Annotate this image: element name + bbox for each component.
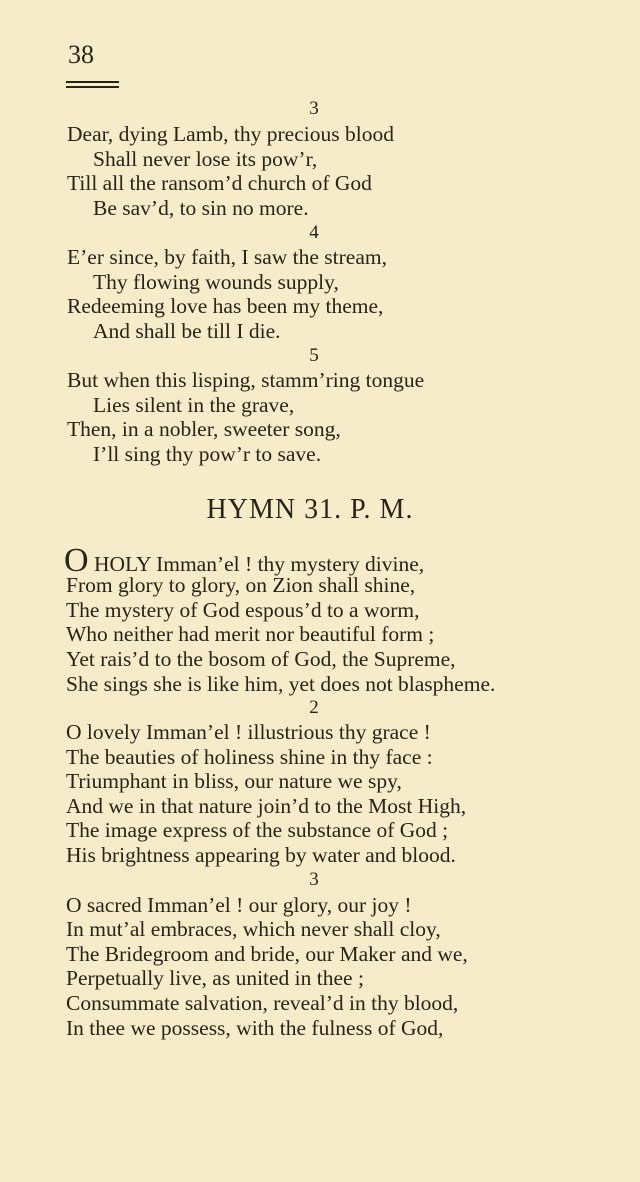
verse-line: And we in that nature join’d to the Most High, (66, 794, 467, 818)
first-word: HOLY (88, 552, 151, 576)
verse-line: Consummate salvation, reveal’d in thy blood, (66, 991, 459, 1015)
verse-line: But when this lisping, stamm’ring tongue (67, 368, 425, 392)
header-rule-bottom (66, 86, 119, 88)
verse-line: She sings she is like him, yet does not blaspheme. (66, 672, 496, 696)
hymn-title: HYMN 31. P. M. (206, 494, 414, 525)
verse-number: 3 (309, 98, 319, 119)
verse-line: Who neither had merit nor beautiful form ; (66, 622, 435, 646)
verse-line: From glory to glory, on Zion shall shine, (66, 573, 416, 597)
verse-line: Till all the ransom’d church of God (67, 171, 372, 195)
verse-line: The image express of the substance of God ; (66, 818, 449, 842)
verse-line: Shall never lose its pow’r, (93, 147, 318, 171)
verse-line: Then, in a nobler, sweeter song, (67, 417, 341, 441)
verse-line: Redeeming love has been my theme, (67, 294, 384, 318)
verse-number: 2 (309, 697, 319, 718)
page-number: 38 (68, 40, 94, 69)
verse-number: 5 (309, 345, 319, 366)
verse-line: The beauties of holiness shine in thy face : (66, 745, 433, 769)
drop-cap: O (64, 542, 89, 579)
verse-line: I’ll sing thy pow’r to save. (93, 442, 322, 466)
verse-line: Lies silent in the grave, (93, 393, 295, 417)
verse-line: Yet rais’d to the bosom of God, the Supreme, (66, 647, 456, 671)
verse-line: The mystery of God espous’d to a worm, (66, 598, 420, 622)
verse-line: Be sav’d, to sin no more. (93, 196, 309, 220)
verse-line: His brightness appearing by water and blood. (66, 843, 456, 867)
first-line-rest: Imman’el ! thy mystery divine, (150, 552, 425, 576)
header-rule-top (66, 81, 119, 83)
verse-first-line (64, 542, 425, 579)
verse-line: The Bridegroom and bride, our Maker and we, (66, 942, 468, 966)
verse-line: Dear, dying Lamb, thy precious blood (67, 122, 394, 146)
verse-line: O sacred Imman’el ! our glory, our joy ! (66, 893, 412, 917)
verse-number: 4 (309, 222, 319, 243)
verse-line: In mut’al embraces, which never shall cloy, (66, 917, 441, 941)
verse-line: Triumphant in bliss, our nature we spy, (66, 769, 402, 793)
verse-line: Perpetually live, as united in thee ; (66, 966, 364, 990)
verse-line: Thy flowing wounds supply, (93, 270, 339, 294)
verse-line: In thee we possess, with the fulness of God, (66, 1016, 444, 1040)
verse-line: E’er since, by faith, I saw the stream, (67, 245, 387, 269)
verse-number: 3 (309, 869, 319, 890)
verse-line: And shall be till I die. (93, 319, 281, 343)
verse-line: O lovely Imman’el ! illustrious thy grace ! (66, 720, 431, 744)
